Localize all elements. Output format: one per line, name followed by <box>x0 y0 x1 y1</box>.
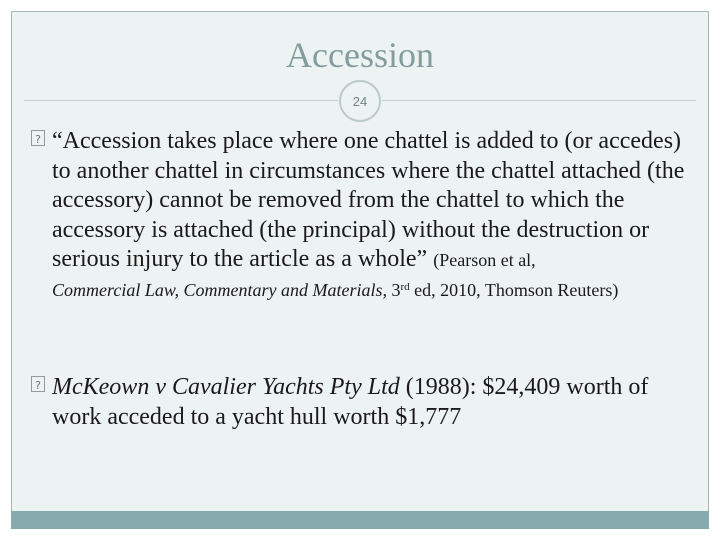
title-divider-right <box>382 100 696 101</box>
bullet-text <box>28 373 698 432</box>
accession-quote: “Accession takes place where one chattel is added to (or accedes) to another chattel in circumstances where the chattel attached (the accessory) cannot be removed from the chattel to which the accessory is attached (the principal) without the destruction or serious injury to the article as a whole” <box>52 128 685 272</box>
title-divider-left <box>24 100 338 101</box>
case-details: (1988): $24,409 worth of work acceded to a yacht hull worth $1,777 <box>52 374 649 430</box>
bullet-text <box>28 127 698 301</box>
bullet-box-icon: ? <box>28 373 48 395</box>
citation-edition: 3 <box>391 279 401 300</box>
slide-title: Accession <box>286 35 434 75</box>
citation-edition-suffix: rd <box>400 280 410 293</box>
bottom-accent-bar <box>11 511 709 529</box>
case-name: McKeown v Cavalier Yachts Pty Ltd <box>52 374 400 400</box>
bullet-box-icon: ? <box>28 127 48 149</box>
citation-title: Commercial Law, Commentary and Materials, <box>52 279 387 300</box>
page-number-badge: 24 <box>339 80 381 122</box>
citation-rest: ed, 2010, Thomson Reuters) <box>414 279 619 300</box>
bullet-case <box>28 373 698 432</box>
citation-prefix: (Pearson et al, <box>433 250 536 270</box>
bullet-definition <box>28 127 698 301</box>
